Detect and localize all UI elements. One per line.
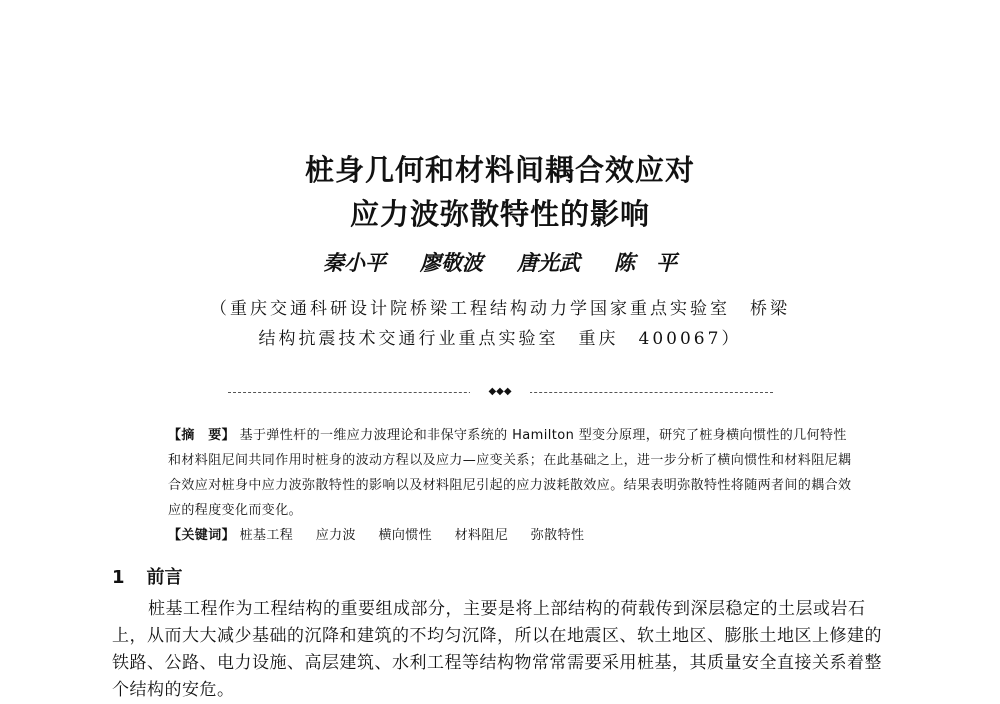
- body-paragraph: 桩基工程作为工程结构的重要组成部分，主要是将上部结构的荷载传到深层稳定的土层或岩石上，从而大大减少基础的沉降和建筑的不均匀沉降，所以在地震区、软土地区、膨胀土地区上修建的铁路、公路、电力设施、高层建筑、水利工程等结构物常常需要采用桩基，其质量安全直接关系着整个结构的安危。: [112, 599, 882, 700]
- keyword: 弥散特性: [530, 528, 585, 543]
- section-title: 前言: [146, 567, 183, 588]
- abstract-label: 【摘 要】: [168, 428, 236, 443]
- author-name: 廖敬波: [420, 250, 483, 275]
- keyword: 横向惯性: [378, 528, 433, 543]
- paper-title-line-1: 桩身几何和材料间耦合效应对: [304, 153, 695, 187]
- keyword: 材料阻尼: [454, 528, 509, 543]
- affiliation-line-1: （重庆交通科研设计院桥梁工程结构动力学国家重点实验室 桥梁: [210, 299, 790, 319]
- keyword: 桩基工程: [239, 528, 294, 543]
- author-name: 秦小平: [323, 250, 386, 275]
- author-name: 陈 平: [614, 250, 677, 275]
- author-list: [0, 247, 1000, 277]
- affiliation-line-2: 结构抗震技术交通行业重点实验室 重庆 400067）: [258, 329, 742, 349]
- divider-ornament: ◆◆◆: [470, 382, 530, 402]
- paper-title-line-2: 应力波弥散特性的影响: [349, 197, 650, 231]
- keyword: 应力波: [315, 528, 356, 543]
- keywords-label: 【关键词】: [168, 528, 236, 543]
- keywords-row: [168, 523, 852, 548]
- section-heading: [112, 563, 183, 589]
- abstract-block: [168, 423, 852, 548]
- abstract-body: [168, 423, 852, 523]
- abstract-text: 基于弹性杆的一维应力波理论和非保守系统的 Hamilton 型变分原理，研究了桩身横向惯性的几何特性和材料阻尼间共同作用时桩身的波动方程以及应力—应变关系；在此基础之上，进一步分析了横向惯性和材料阻尼耦合效应对桩身中应力波弥散特性的影响以及材料阻尼引起的应力波耗散效应。结果表明弥散特性将随两者间的耦合效应的程度变化而变化。: [168, 428, 852, 518]
- author-name: 唐光武: [517, 250, 580, 275]
- section-number: 1: [112, 567, 125, 588]
